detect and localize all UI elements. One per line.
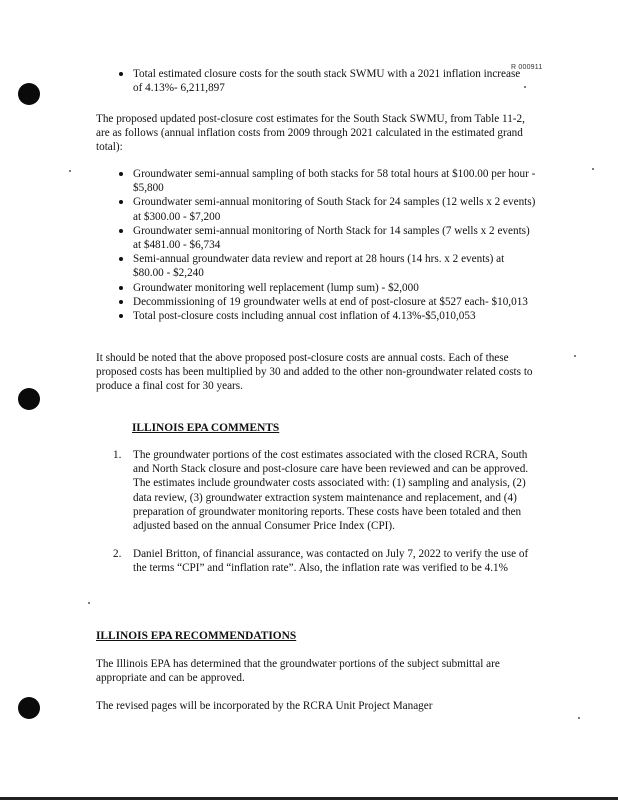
scan-speck xyxy=(524,86,526,88)
bullet-item: Semi-annual groundwater data review and report at 28 hours (14 hrs. x 2 events) at $80.00 - $2,240 xyxy=(117,252,537,280)
bullet-item: Decommissioning of 19 groundwater wells at end of post-closure at $527 each- $10,013 xyxy=(117,295,537,309)
comment-text: The groundwater portions of the cost estimates associated with the closed RCRA, South and North Stack closure and post-closure care have been reviewed and can be approved. The estimates include groundwater costs associated with: (1) sampling and analysis, (2) data review, (3) groundwater extraction system maintenance and replacement, and (4) preparation of groundwater monitoring reports. These costs have been totaled and then adjusted based on the annual Consumer Price Index (CPI). xyxy=(133,449,529,533)
scan-speck xyxy=(578,717,580,719)
comment-item xyxy=(113,547,541,575)
note-paragraph: It should be noted that the above proposed post-closure costs are annual costs. Each of these proposed costs has been multiplied by 30 and added to the other non-groundwater related costs to produce a final cost for 30 years. xyxy=(96,352,533,393)
punch-hole xyxy=(18,388,40,410)
comment-number: 2. xyxy=(113,548,122,561)
comments-list xyxy=(113,448,541,576)
bullet-item: Groundwater monitoring well replacement (lump sum) - $2,000 xyxy=(117,281,537,295)
bullet-item: Total estimated closure costs for the south stack SWMU with a 2021 inflation increase of 4.13%- 6,211,897 xyxy=(117,67,527,95)
comment-text: Daniel Britton, of financial assurance, was contacted on July 7, 2022 to verify the use of the terms “CPI” and “inflation rate”. Also, the inflation rate was verified to be 4.1% xyxy=(133,548,529,575)
bullet-item: Groundwater semi-annual monitoring of North Stack for 14 samples (7 wells x 2 events) at $481.00 - $6,734 xyxy=(117,224,537,252)
post-closure-cost-list xyxy=(117,167,537,323)
punch-hole xyxy=(18,697,40,719)
bullet-item: Total post-closure costs including annual cost inflation of 4.13%-$5,010,053 xyxy=(117,309,537,323)
scan-speck xyxy=(574,355,576,357)
recommendations-heading: ILLINOIS EPA RECOMMENDATIONS xyxy=(96,630,297,642)
scan-speck xyxy=(69,170,71,172)
closure-cost-list xyxy=(117,67,527,95)
comments-heading: ILLINOIS EPA COMMENTS xyxy=(132,422,280,434)
recommendation-paragraph: The Illinois EPA has determined that the groundwater portions of the subject submittal are appropriate and can be approved. xyxy=(96,658,500,685)
comment-number: 1. xyxy=(113,449,122,461)
scan-speck xyxy=(592,168,594,170)
bullet-item: Groundwater semi-annual sampling of both stacks for 58 total hours at $100.00 per hour - $5,800 xyxy=(117,167,537,195)
bates-stamp: R 000911 xyxy=(511,64,543,71)
closing-paragraph: The revised pages will be incorporated by the RCRA Unit Project Manager xyxy=(96,700,433,712)
bullet-item: Groundwater semi-annual monitoring of South Stack for 24 samples (12 wells x 2 events) at $300.00 - $7,200 xyxy=(117,195,537,223)
comment-item xyxy=(113,448,541,533)
intro-paragraph: The proposed updated post-closure cost estimates for the South Stack SWMU, from Table 11-2, are as follows (annual inflation costs from 2009 through 2021 calculated in the estimated grand total): xyxy=(96,113,525,154)
scan-speck xyxy=(88,602,90,604)
punch-hole xyxy=(18,83,40,105)
